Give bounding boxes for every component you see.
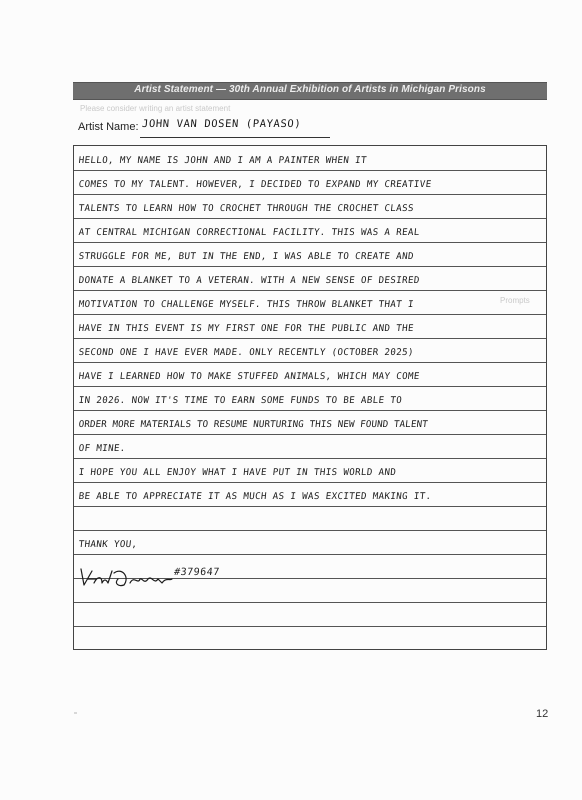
rule-line	[74, 482, 546, 483]
rule-line	[74, 386, 546, 387]
statement-line: DONATE A BLANKET TO A VETERAN. WITH A NEW SENSE OF DESIRED	[78, 275, 421, 286]
artist-name-value: JOHN VAN DOSEN (PAYASO)	[141, 118, 302, 130]
statement-line: ORDER MORE MATERIALS TO RESUME NURTURING THIS NEW FOUND TALENT	[78, 419, 429, 430]
inmate-number: #379647	[173, 567, 221, 578]
scan-mark	[74, 712, 77, 714]
statement-line: HAVE I LEARNED HOW TO MAKE STUFFED ANIMALS, WHICH MAY COME	[78, 371, 421, 382]
statement-line: THANK YOU,	[78, 539, 138, 550]
statement-line: TALENTS TO LEARN HOW TO CROCHET THROUGH THE CROCHET CLASS	[78, 203, 415, 214]
rule-line	[74, 434, 546, 435]
statement-line: STRUGGLE FOR ME, BUT IN THE END, I WAS ABLE TO CREATE AND	[78, 251, 415, 262]
bleed-through-text: Prompts	[500, 296, 530, 305]
page-title: Artist Statement — 30th Annual Exhibition of Artists in Michigan Prisons	[134, 84, 486, 95]
statement-line: COMES TO MY TALENT. HOWEVER, I DECIDED TO EXPAND MY CREATIVE	[78, 179, 433, 190]
rule-line	[74, 314, 546, 315]
statement-line: HELLO, MY NAME IS JOHN AND I AM A PAINTER WHEN IT	[78, 155, 368, 166]
statement-line: BE ABLE TO APPRECIATE IT AS MUCH AS I WAS EXCITED MAKING IT.	[78, 491, 433, 502]
rule-line	[74, 506, 546, 507]
rule-line	[74, 554, 546, 555]
statement-line: IN 2026. NOW IT'S TIME TO EARN SOME FUNDS TO BE ABLE TO	[78, 395, 403, 406]
rule-line	[74, 266, 546, 267]
rule-line	[74, 242, 546, 243]
rule-line	[74, 362, 546, 363]
header-band	[73, 82, 547, 100]
rule-line	[74, 338, 546, 339]
rule-line	[74, 602, 546, 603]
artist-name-underline	[140, 137, 330, 138]
statement-line: I HOPE YOU ALL ENJOY WHAT I HAVE PUT IN THIS WORLD AND	[78, 467, 397, 478]
artist-name-label: Artist Name:	[78, 121, 139, 133]
rule-line	[74, 530, 546, 531]
rule-line	[74, 290, 546, 291]
rule-line	[74, 170, 546, 171]
rule-line	[74, 194, 546, 195]
statement-line: SECOND ONE I HAVE EVER MADE. ONLY RECENTLY (OCTOBER 2025)	[78, 347, 415, 358]
statement-line: MOTIVATION TO CHALLENGE MYSELF. THIS THROW BLANKET THAT I	[78, 299, 415, 310]
rule-line	[74, 410, 546, 411]
page-number: 12	[536, 708, 549, 720]
statement-line: OF MINE.	[78, 443, 127, 454]
handwritten-signature	[78, 565, 174, 589]
bleed-through-text: Please consider writing an artist statement	[80, 104, 231, 113]
rule-line	[74, 218, 546, 219]
rule-line	[74, 626, 546, 627]
statement-line: HAVE IN THIS EVENT IS MY FIRST ONE FOR THE PUBLIC AND THE	[78, 323, 415, 334]
rule-line	[74, 458, 546, 459]
statement-line: AT CENTRAL MICHIGAN CORRECTIONAL FACILITY. THIS WAS A REAL	[78, 227, 421, 238]
signature-block	[78, 565, 258, 589]
